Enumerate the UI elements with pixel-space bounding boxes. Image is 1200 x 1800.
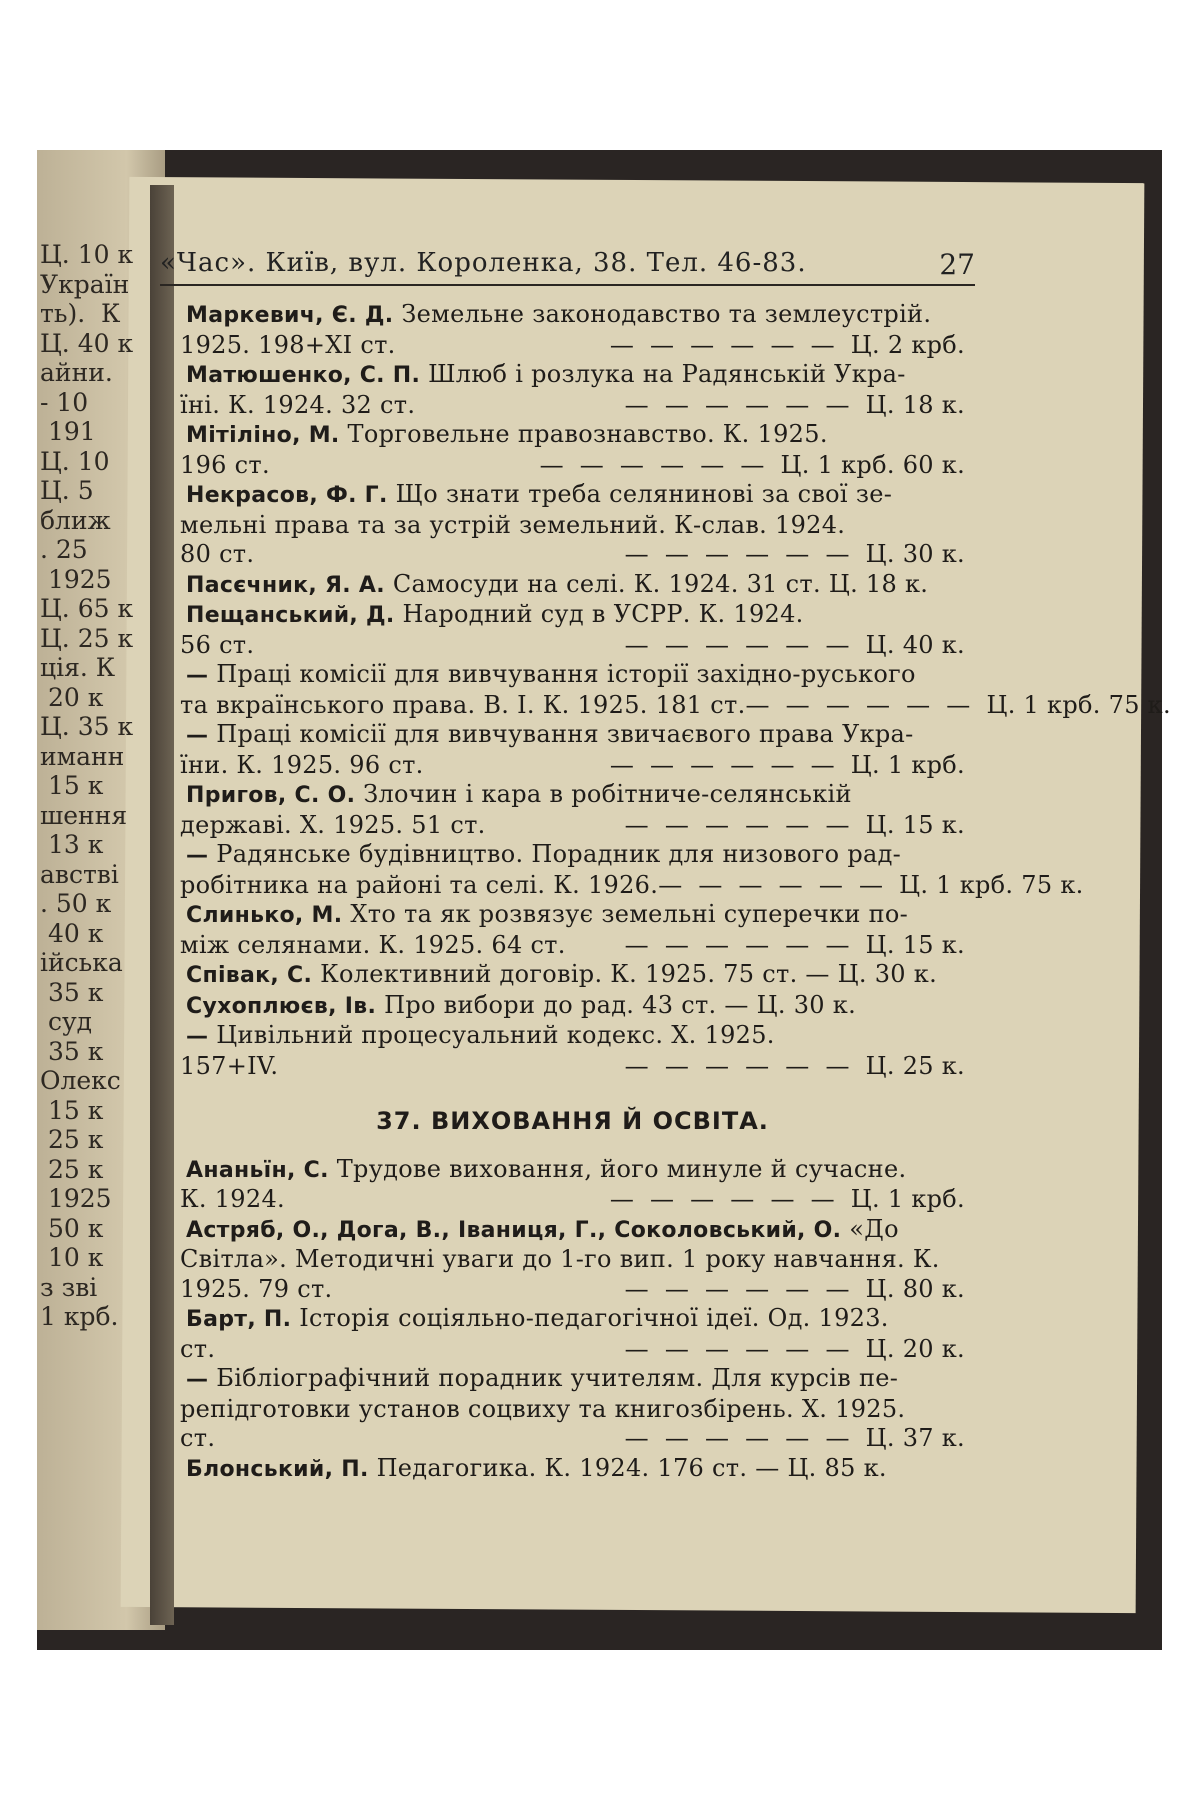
entry-title: Шлюб і розлука на Радянській Укра- — [428, 360, 906, 388]
left-fragment-line: 1925 — [40, 1184, 112, 1213]
entry-first-line — [180, 1021, 965, 1052]
entry-author: Ананьїн, С. — [186, 1157, 337, 1183]
entry-first-line — [180, 960, 965, 991]
left-fragment-line: айни. — [40, 358, 113, 387]
left-fragment-line: 25 к — [40, 1154, 104, 1184]
entry-first-line — [180, 420, 965, 451]
left-fragment-line: иманн — [40, 741, 125, 771]
entry-title: Самосуди на селі. К. 1924. 31 ст. Ц. 18 к. — [392, 569, 929, 598]
left-fragment-line: шення — [40, 800, 128, 830]
entry-title: Народний суд в УСРР. К. 1924. — [402, 600, 804, 628]
left-fragment-line: 50 к — [40, 1213, 104, 1243]
entry-author: Пригов, С. О. — [186, 783, 364, 808]
left-fragment-line: ція. К — [40, 653, 116, 682]
entry-continuation-line: 196 ст. — — — — — — Ц. 1 крб. 60 к. — [180, 450, 965, 479]
entry-continuation-line: ст. — — — — — — Ц. 20 к. — [180, 1334, 965, 1363]
entry-continuation-line: Світла». Методичні уваги до 1-го вип. 1 року навчання. К. — [180, 1245, 940, 1273]
left-fragment-line: 10 к — [40, 1243, 104, 1272]
left-fragment-line: Олекс — [40, 1066, 121, 1095]
entry-author: Матюшенко, С. П. — [186, 363, 429, 388]
entry-author: Астряб, О., Дога, В., Іваниця, Г., Соколовський, О. — [186, 1217, 850, 1243]
catalog-body — [180, 300, 1171, 1484]
entry-first-line — [180, 600, 965, 631]
entry-first-line — [180, 991, 965, 1022]
entries-list-law — [180, 300, 1171, 1081]
entry-title: Земельне законодавство та землеустрій. — [401, 300, 932, 328]
entry-continuation-line: мельні права та за устрій земельний. К-слав. 1924. — [180, 510, 846, 539]
left-fragment-line: Ц. 10 к — [40, 240, 134, 269]
entry-first-line — [180, 1215, 965, 1246]
entry-author: Пещанський, Д. — [186, 603, 403, 628]
entry-author: Слинько, М. — [186, 903, 351, 928]
entries-list-education — [180, 1155, 965, 1485]
entry-author: Пасєчник, Я. А. — [186, 572, 393, 598]
entry-continuation-line: робітника на районі та селі. К. 1926. — — — — — — Ц. 1 крб. 75 к. — [180, 870, 1084, 899]
entry-continuation-line: 56 ст. — — — — — — Ц. 40 к. — [180, 630, 965, 659]
left-fragment-line: ть). К — [40, 299, 121, 328]
entry-author: Барт, П. — [186, 1307, 300, 1332]
entry-author: Некрасов, Ф. Г. — [186, 483, 396, 508]
entry-title: Праці комісії для вивчування історії західно-руського — [216, 660, 916, 688]
left-fragment-line: Ц. 5 — [40, 476, 94, 505]
entry-first-line — [180, 1304, 965, 1335]
left-fragment-line: 191 — [40, 417, 96, 446]
left-page-text-fragments — [40, 240, 133, 1332]
entry-price: — — — — — — Ц. 1 крб. — [609, 750, 965, 779]
entry-title: Педагогика. К. 1924. 176 ст. — Ц. 85 к. — [376, 1453, 887, 1482]
entry-author: Співак, С. — [186, 963, 321, 988]
left-fragment-line: австві — [40, 859, 119, 889]
entry-author: Сухоплюєв, Ів. — [186, 993, 385, 1019]
entry-price: — — — — — — Ц. 15 к. — [624, 810, 965, 839]
entry-title: Бібліографічний порадник учителям. Для курсів пе- — [216, 1364, 899, 1392]
entry-first-line — [180, 480, 965, 511]
entry-author: — — [186, 1024, 217, 1049]
entry-author: — — [186, 843, 217, 868]
left-fragment-line: 35 к — [40, 977, 104, 1007]
left-fragment-line: Ц. 35 к — [40, 712, 134, 741]
left-fragment-line: 1 крб. — [40, 1302, 119, 1331]
entry-author: — — [186, 723, 217, 748]
entry-first-line — [180, 1364, 965, 1395]
left-fragment-line: 20 к — [40, 682, 104, 712]
entry-price: — — — — — — Ц. 80 к. — [624, 1274, 965, 1303]
left-fragment-line: ійська — [40, 948, 123, 977]
entry-title: Торговельне правознавство. К. 1925. — [347, 420, 828, 448]
left-fragment-line: Україн — [40, 269, 130, 299]
section-heading: 37. ВИХОВАННЯ Й ОСВІТА. — [376, 1107, 769, 1135]
left-fragment-line: - 10 — [40, 387, 89, 417]
entry-first-line — [180, 660, 965, 691]
left-fragment-line: 15 к — [40, 771, 104, 800]
left-fragment-line: ближ — [40, 505, 111, 535]
entry-price: — — — — — — Ц. 15 к. — [624, 930, 965, 959]
entry-title: Що знати треба селянинові за свої зе- — [395, 480, 893, 508]
entry-title: Хто та як розвязує земельні суперечки по- — [350, 900, 909, 928]
book-gutter — [150, 185, 174, 1625]
entry-title: Історія соціяльно-педагогічної ідеї. Од. 1923. — [299, 1304, 889, 1332]
entry-author: — — [186, 663, 217, 688]
entry-first-line — [180, 300, 965, 331]
entry-price: — — — — — — Ц. 37 к. — [624, 1424, 965, 1452]
entry-continuation-line: 1925. 79 ст. — — — — — — Ц. 80 к. — [180, 1274, 965, 1303]
entry-continuation-line: ст. — — — — — — Ц. 37 к. — [180, 1424, 965, 1452]
entry-continuation-line: 1925. 198+XI ст. — — — — — — Ц. 2 крб. — [180, 330, 965, 359]
left-fragment-line: 40 к — [40, 918, 104, 948]
left-fragment-line: Ц. 10 — [40, 446, 110, 476]
left-fragment-line: з зві — [40, 1272, 98, 1302]
entry-first-line — [180, 360, 965, 391]
entry-first-line — [180, 840, 965, 871]
entry-price: — — — — — — Ц. 1 крб. 75 к. — [745, 690, 1171, 719]
entry-continuation-line: К. 1924. — — — — — — Ц. 1 крб. — [180, 1185, 965, 1213]
left-fragment-line: 1925 — [40, 564, 112, 594]
left-fragment-line: . 25 — [40, 535, 88, 564]
left-fragment-line: Ц. 65 к — [40, 594, 134, 623]
entry-first-line — [180, 570, 965, 601]
entry-price: — — — — — — Ц. 30 к. — [624, 540, 965, 568]
entry-continuation-line: їни. К. 1925. 96 ст. — — — — — — Ц. 1 крб. — [180, 750, 965, 779]
entry-price: — — — — — — Ц. 40 к. — [624, 630, 965, 659]
entry-title: Про вибори до рад. 43 ст. — Ц. 30 к. — [384, 990, 856, 1019]
entry-price: — — — — — — Ц. 18 к. — [624, 390, 965, 419]
left-fragment-line: 35 к — [40, 1036, 104, 1066]
left-fragment-line: Ц. 40 к — [40, 328, 134, 358]
entry-continuation-line: та вкраїнського права. В. І. К. 1925. 181 ст. — — — — — — Ц. 1 крб. 75 к. — [180, 690, 1171, 719]
entry-author: Мітіліно, М. — [186, 423, 348, 448]
page-number: 27 — [939, 248, 975, 281]
entry-continuation-line: 80 ст. — — — — — — Ц. 30 к. — [180, 540, 965, 568]
entry-title: Злочин і кара в робітниче-селянській — [363, 780, 852, 808]
entry-price: — — — — — — Ц. 1 крб. 60 к. — [539, 450, 965, 479]
entry-title: Трудове виховання, його минуле й сучасне. — [336, 1154, 907, 1183]
entry-price: — — — — — — Ц. 1 крб. 75 к. — [658, 870, 1084, 899]
entry-price: — — — — — — Ц. 20 к. — [624, 1334, 965, 1363]
left-fragment-line: 15 к — [40, 1095, 104, 1125]
entry-first-line — [180, 1155, 965, 1186]
left-fragment-line: Ц. 25 к — [40, 623, 134, 653]
entry-price: — — — — — — Ц. 25 к. — [624, 1051, 965, 1080]
left-fragment-line: . 50 к — [40, 889, 112, 918]
entry-price: — — — — — — Ц. 1 крб. — [609, 1185, 965, 1213]
entry-first-line — [180, 720, 965, 751]
entry-title: «До — [849, 1214, 899, 1243]
entry-first-line — [180, 780, 965, 811]
entry-author: — — [186, 1367, 217, 1392]
entry-continuation-line: їні. К. 1924. 32 ст. — — — — — — Ц. 18 к. — [180, 390, 965, 419]
entry-title: Радянське будівництво. Порадник для низового рад- — [216, 840, 902, 868]
entry-author: Блонський, П. — [186, 1456, 377, 1482]
entry-title: Цивільний процесуальний кодекс. Х. 1925. — [216, 1021, 775, 1049]
entry-continuation-line: між селянами. К. 1925. 64 ст. — — — — — — Ц. 15 к. — [180, 930, 965, 959]
entry-first-line — [180, 900, 965, 931]
running-header — [160, 248, 975, 286]
left-fragment-line: суд — [40, 1007, 93, 1036]
entry-price: — — — — — — Ц. 2 крб. — [609, 330, 965, 359]
entry-first-line — [180, 1454, 965, 1485]
entry-title: Праці комісії для вивчування звичаєвого права Укра- — [216, 720, 914, 748]
entry-title: Колективний договір. К. 1925. 75 ст. — Ц. 30 к. — [320, 960, 938, 988]
entry-continuation-line: державі. Х. 1925. 51 ст. — — — — — — Ц. 15 к. — [180, 810, 965, 839]
left-fragment-line: 25 к — [40, 1125, 104, 1154]
entry-continuation-line: репідготовки установ соцвиху та книгозбірень. Х. 1925. — [180, 1394, 906, 1423]
entry-author: Маркевич, Є. Д. — [186, 303, 402, 328]
running-title: «Час». Київ, вул. Короленка, 38. Тел. 46-83. — [160, 248, 807, 278]
left-fragment-line: 13 к — [40, 830, 104, 859]
entry-continuation-line: 157+IV. — — — — — — Ц. 25 к. — [180, 1051, 965, 1080]
